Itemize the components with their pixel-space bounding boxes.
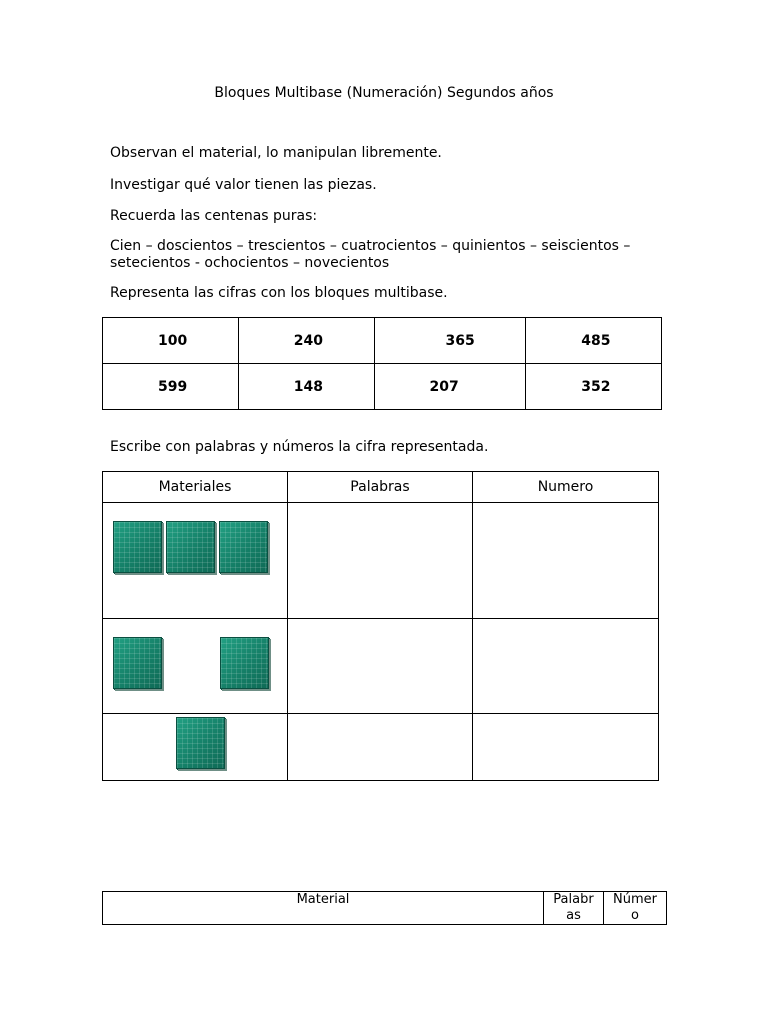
header-material: Material [103, 892, 544, 925]
header-numero: Númer o [604, 892, 667, 925]
number-cell: 485 [526, 318, 662, 364]
instruction-represent: Representa las cifras con los bloques multibase. [110, 285, 448, 301]
page-title: Bloques Multibase (Numeración) Segundos años [214, 85, 554, 101]
words-cell[interactable] [288, 503, 473, 619]
hundred-block [113, 637, 162, 689]
number-cell: 207 [374, 364, 526, 410]
number-cell: 148 [238, 364, 374, 410]
materials-cell [103, 714, 288, 781]
header-palabras: Palabras [288, 472, 473, 503]
table-header-row [103, 472, 659, 503]
instruction-remember: Recuerda las centenas puras: [110, 208, 318, 224]
hundreds-list [110, 238, 670, 272]
table-row [103, 619, 659, 714]
number-cell: 352 [526, 364, 662, 410]
number-cell[interactable] [473, 619, 659, 714]
table-header-row [103, 892, 667, 925]
hundreds-line-2: setecientos - ochocientos – novecientos [110, 255, 390, 271]
number-cell[interactable] [473, 714, 659, 781]
number-cell: 365 [374, 318, 526, 364]
header-palabras: Palabr as [544, 892, 604, 925]
material-table-2 [102, 891, 667, 925]
hundreds-line-1: Cien – doscientos – trescientos – cuatrocientos – quinientos – seiscientos – [110, 238, 631, 254]
materials-table [102, 471, 659, 781]
hundred-block [113, 521, 162, 573]
table-row [103, 364, 662, 410]
words-cell[interactable] [288, 619, 473, 714]
hundred-block [176, 717, 225, 769]
instruction-write: Escribe con palabras y números la cifra representada. [110, 439, 489, 455]
number-cell: 100 [103, 318, 239, 364]
header-numero: Numero [473, 472, 659, 503]
header-materiales: Materiales [103, 472, 288, 503]
table-row [103, 714, 659, 781]
numbers-table [102, 317, 662, 410]
table-row [103, 503, 659, 619]
instruction-investigate: Investigar qué valor tienen las piezas. [110, 177, 377, 193]
number-cell: 599 [103, 364, 239, 410]
instruction-observe: Observan el material, lo manipulan libremente. [110, 145, 442, 161]
hundred-block [219, 521, 268, 573]
words-cell[interactable] [288, 714, 473, 781]
table-row [103, 318, 662, 364]
number-cell: 240 [238, 318, 374, 364]
hundred-block [220, 637, 269, 689]
hundred-block [166, 521, 215, 573]
number-cell[interactable] [473, 503, 659, 619]
materials-cell [103, 619, 288, 714]
materials-cell [103, 503, 288, 619]
